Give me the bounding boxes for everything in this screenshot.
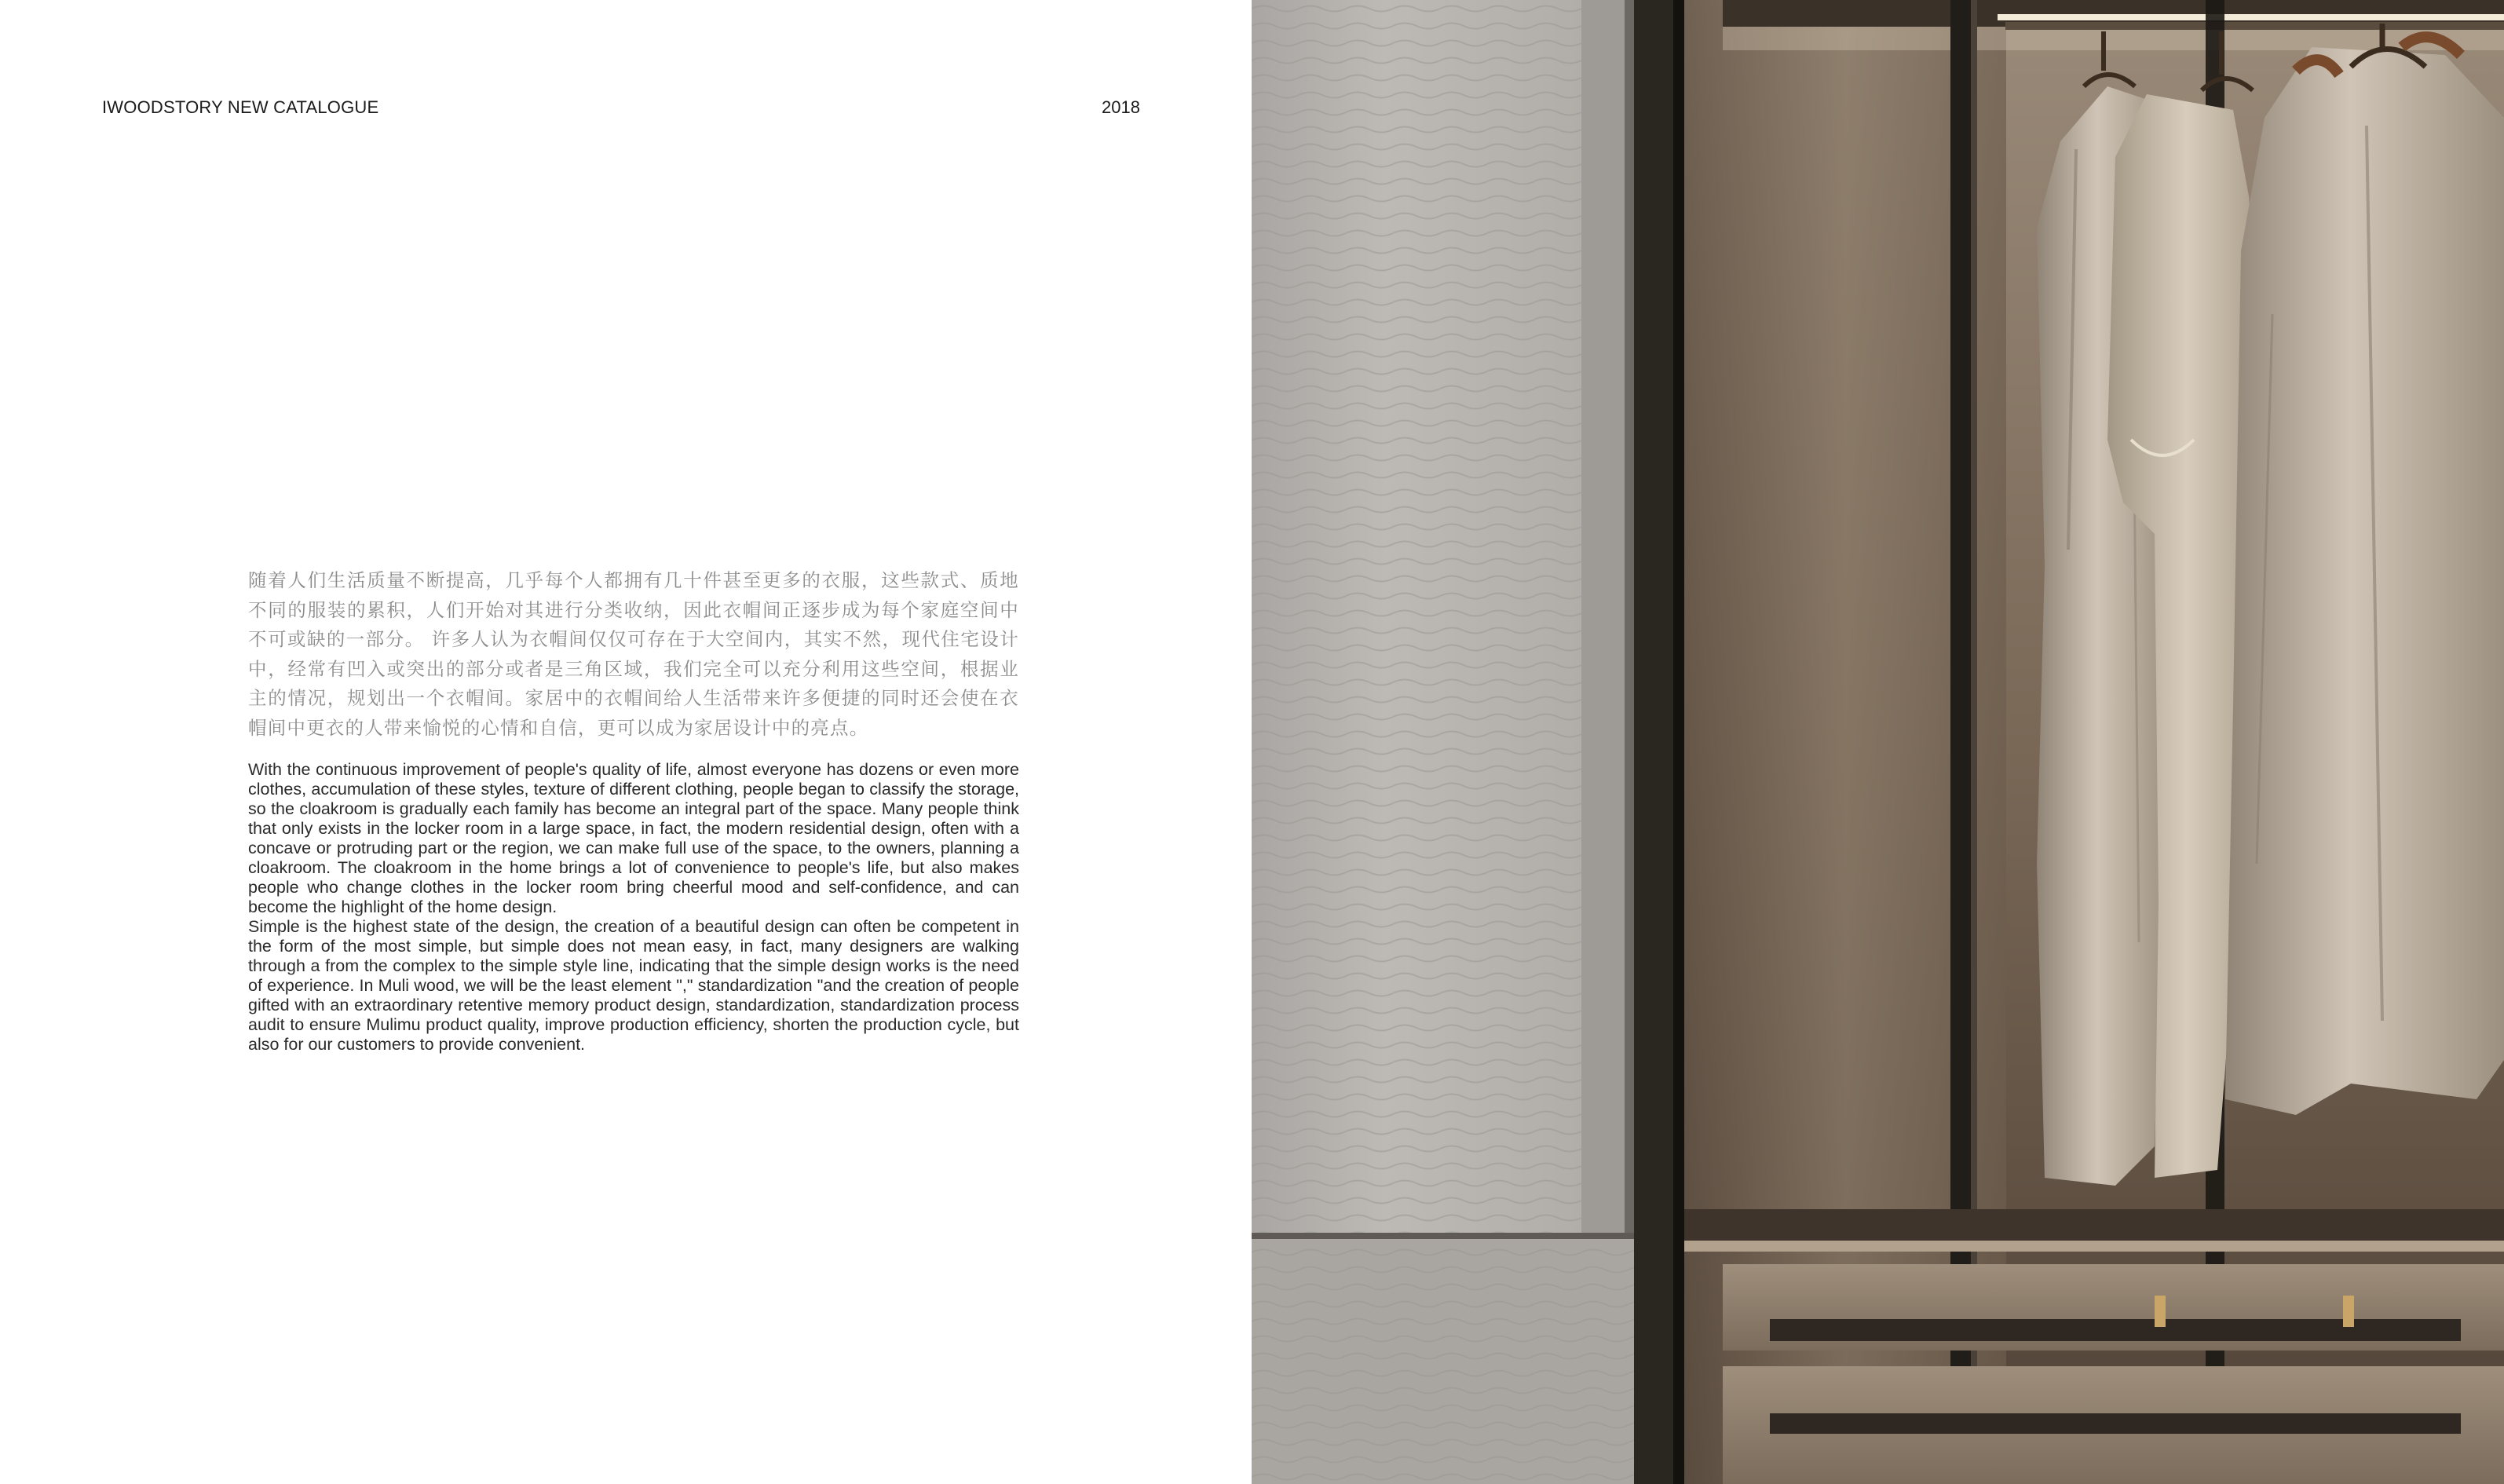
english-text-block [248,760,1019,1055]
catalogue-year: 2018 [1102,97,1140,117]
wardrobe-photo [1252,0,2504,1484]
catalogue-title: IWOODSTORY NEW CATALOGUE [102,97,379,117]
english-paragraph-1: With the continuous improvement of people's quality of life, almost everyone has dozens or even more clothes, accumulation of these styles, texture of different clothing, people began to classify the storage, so the cloakroom is gradually each family has become an integral part of the space. Many people think that only exists in the locker room in a large space, in fact, the modern residential design, often with a concave or protruding part or the region, we can make full use of the space, to the owners, planning a cloakroom. The cloakroom in the home brings a lot of convenience to people's life, but also makes people who change clothes in the locker room bring cheerful mood and self-confidence, and can become the highlight of the home design. [248,760,1019,916]
english-paragraph-2: Simple is the highest state of the design, the creation of a beautiful design can often be competent in the form of the most simple, but simple does not mean easy, in fact, many designers are walking through a from the complex to the simple style line, indicating that the simple design works is the need of experience. In Muli wood, we will be the least element "," standardization "and the creation of people gifted with an extraordinary retentive memory product design, standardization, standardization process audit to ensure Mulimu product quality, improve production efficiency, shorten the production cycle, but also for our customers to provide convenient. [248,917,1019,1054]
chinese-paragraph: 随着人们生活质量不断提高，几乎每个人都拥有几十件甚至更多的衣服，这些款式、质地不同的服装的累积，人们开始对其进行分类收纳，因此衣帽间正逐步成为每个家庭空间中不可或缺的一部分。 许多人认为衣帽间仅仅可存在于大空间内，其实不然，现代住宅设计中，经常有凹入或突出的部分或者是三角区域，我们完全可以充分利用这些空间，根据业主的情况，规划出一个衣帽间。家居中的衣帽间给人生活带来许多便捷的同时还会使在衣帽间中更衣的人带来愉悦的心情和自信，更可以成为家居设计中的亮点。 [248,569,1019,739]
